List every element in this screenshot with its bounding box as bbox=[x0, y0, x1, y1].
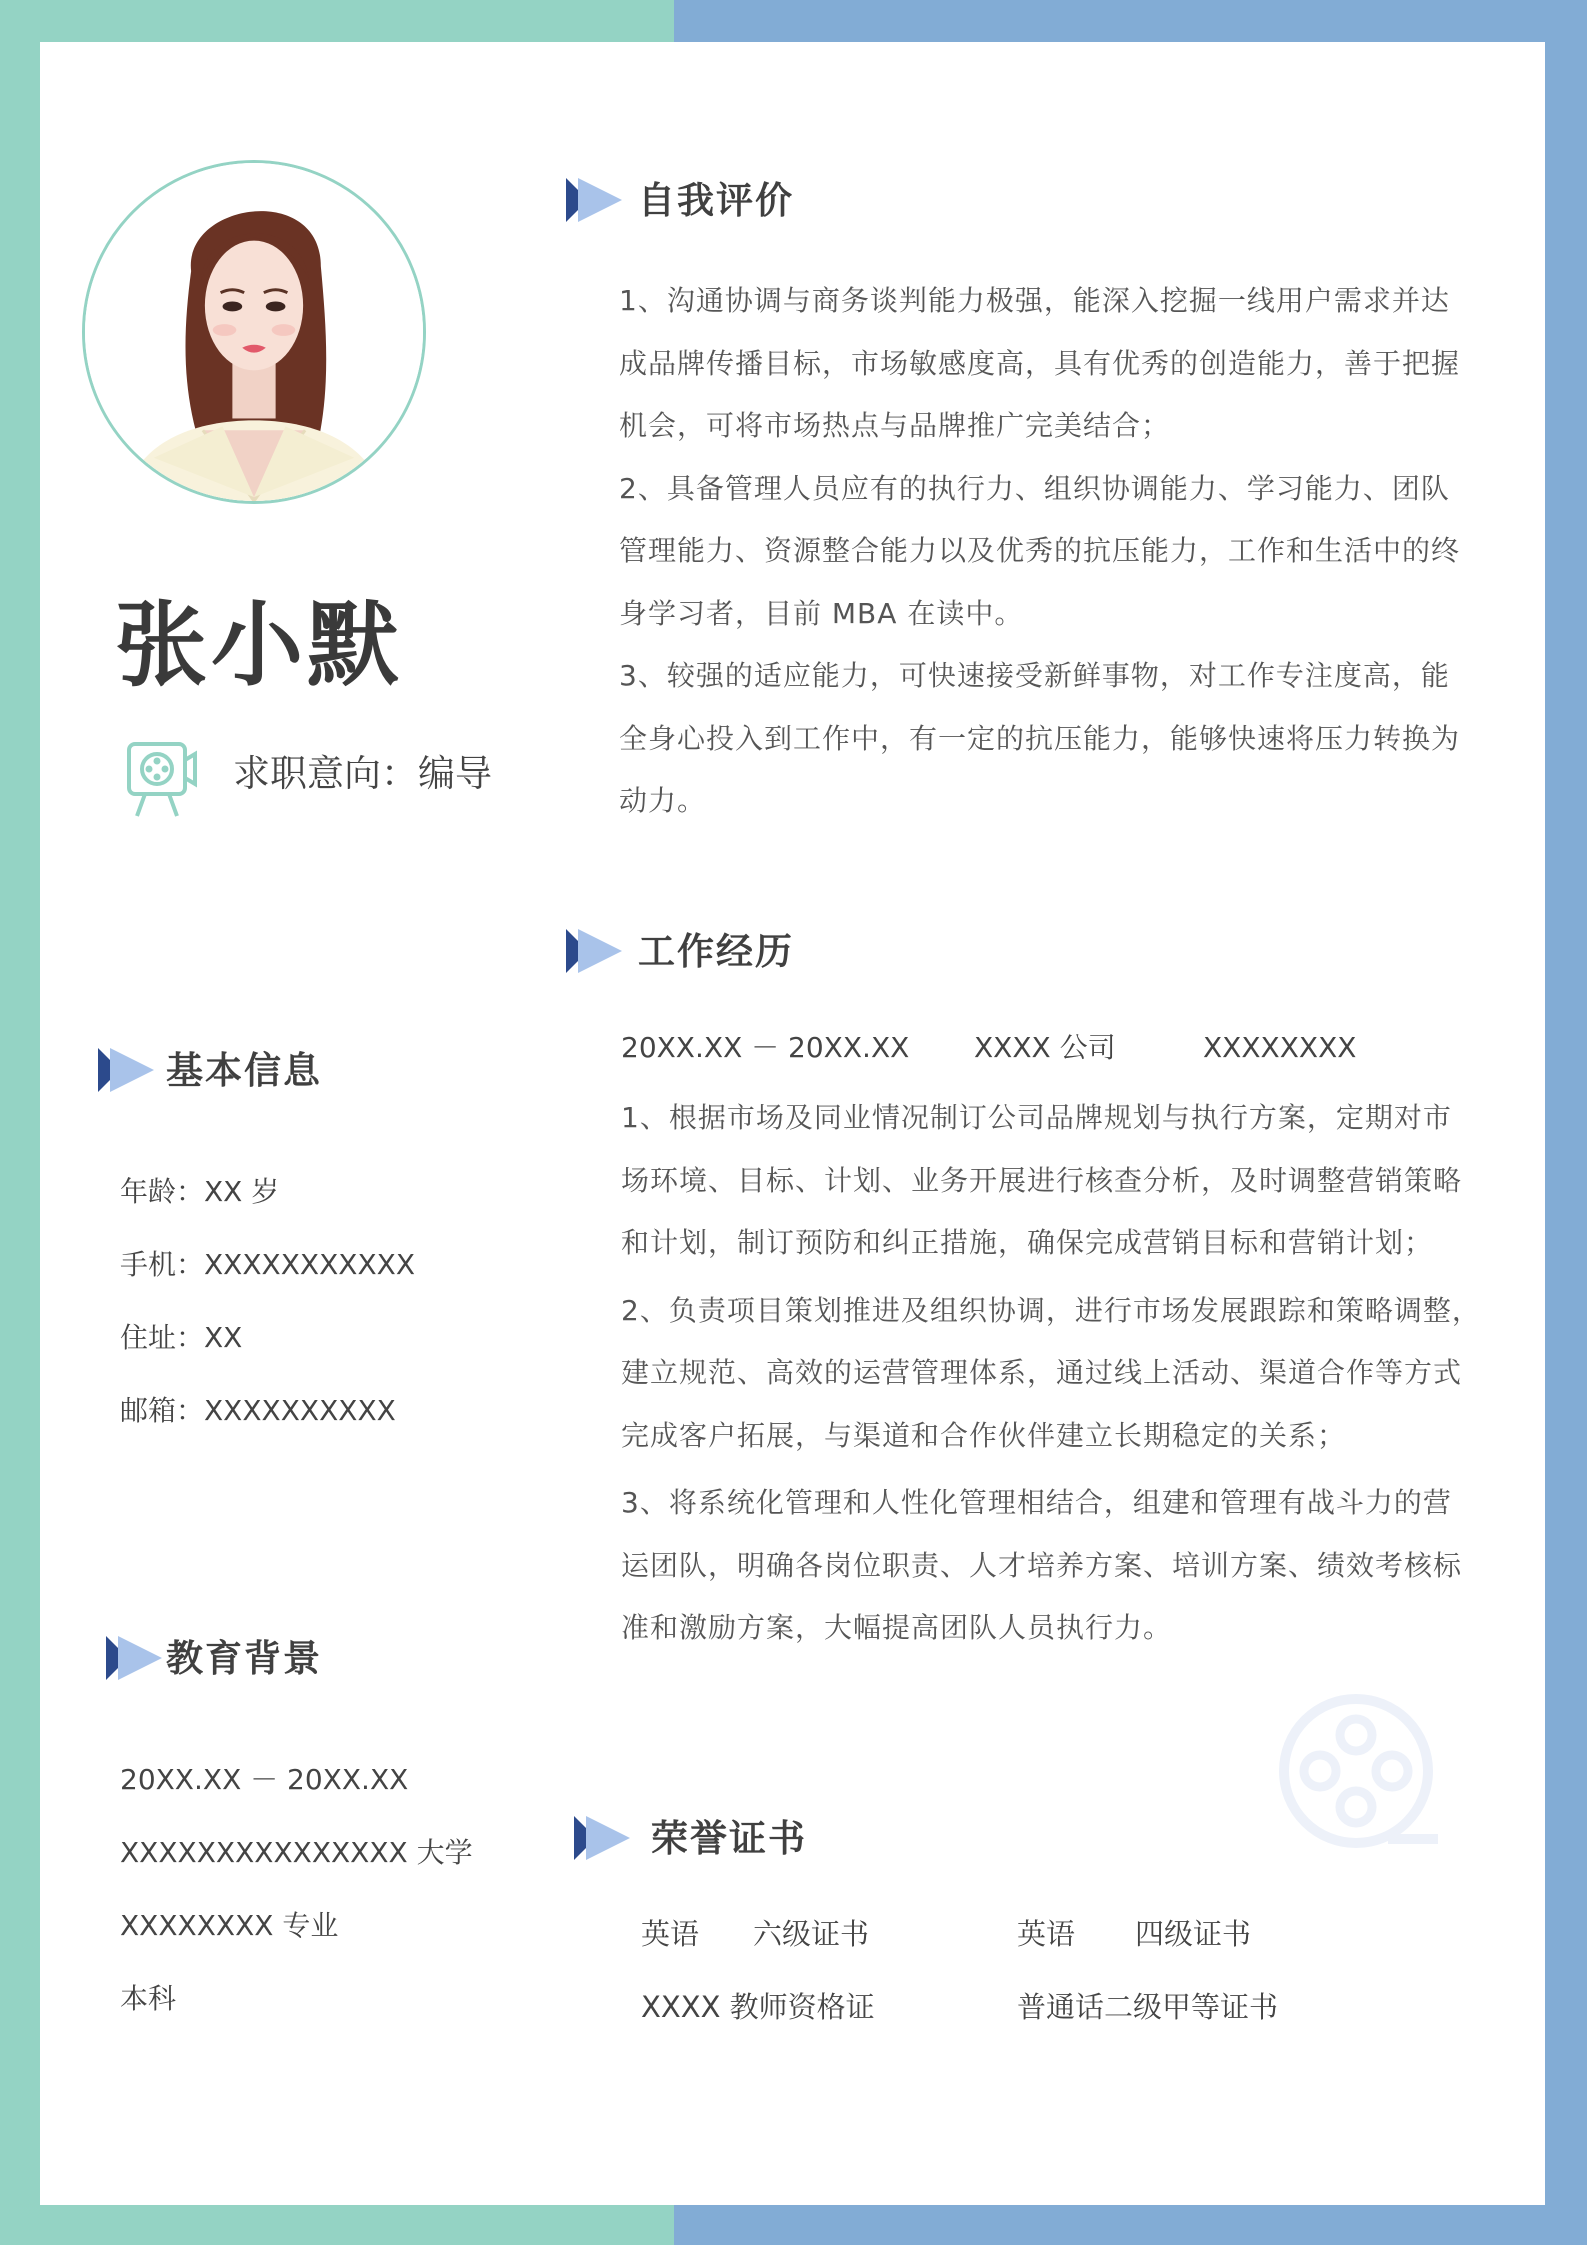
info-age: 年龄：XX 岁 bbox=[120, 1175, 280, 1208]
cert-mandarin: 普通话二级甲等证书 bbox=[1017, 1990, 1279, 2024]
double-chevron-icon bbox=[566, 925, 626, 981]
cert-cet6: 六级证书 bbox=[753, 1917, 870, 1951]
info-address: 住址：XX bbox=[120, 1321, 243, 1354]
paragraph-line: 场环境、目标、计划、业务开展进行核查分析，及时调整营销策略 bbox=[621, 1163, 1463, 1197]
work-duties bbox=[621, 1087, 1491, 1660]
paragraph-line: 2、负责项目策划推进及组织协调，进行市场发展跟踪和策略调整， bbox=[621, 1293, 1481, 1327]
job-intent: 求职意向：编导 bbox=[233, 752, 492, 795]
paragraph-line: 3、较强的适应能力，可快速接受新鲜事物，对工作专注度高，能 bbox=[619, 659, 1450, 692]
honors-title: 荣誉证书 bbox=[651, 1817, 807, 1860]
paragraph-line: 成品牌传播目标，市场敏感度高，具有优秀的创造能力，善于把握 bbox=[619, 346, 1461, 380]
paragraph-line: 管理能力、资源整合能力以及优秀的抗压能力，工作和生活中的终 bbox=[619, 534, 1461, 567]
edu-period: 20XX.XX － 20XX.XX bbox=[120, 1763, 409, 1796]
paragraph-line: 2、具备管理人员应有的执行力、组织协调能力、学习能力、团队 bbox=[619, 471, 1450, 505]
paragraph-line: 1、沟通协调与商务谈判能力极强，能深入挖掘一线用户需求并达 bbox=[619, 284, 1450, 317]
paragraph-line: 准和激励方案，大幅提高团队人员执行力。 bbox=[621, 1611, 1173, 1644]
double-chevron-icon bbox=[106, 1632, 166, 1688]
edu-degree: 本科 bbox=[120, 1982, 177, 2015]
info-phone: 手机：XXXXXXXXXXX bbox=[120, 1248, 415, 1281]
paragraph-line: 动力。 bbox=[619, 784, 707, 817]
paragraph-line: 机会，可将市场热点与品牌推广完美结合； bbox=[619, 409, 1171, 442]
basic-info-title: 基本信息 bbox=[166, 1049, 322, 1092]
woman-portrait-icon bbox=[85, 163, 423, 501]
cert-teacher: XXXX 教师资格证 bbox=[641, 1990, 875, 2024]
info-email: 邮箱：XXXXXXXXXX bbox=[120, 1394, 396, 1427]
double-chevron-icon bbox=[566, 174, 626, 230]
edu-major: XXXXXXXX 专业 bbox=[120, 1909, 339, 1942]
cert-cet4: 四级证书 bbox=[1135, 1917, 1252, 1951]
paragraph-line: 全身心投入到工作中，有一定的抗压能力，能够快速将压力转换为 bbox=[619, 721, 1461, 755]
double-chevron-icon bbox=[98, 1044, 158, 1100]
film-reel-icon bbox=[1278, 1693, 1440, 1855]
paragraph-line: 身学习者，目前 MBA 在读中。 bbox=[619, 596, 1024, 630]
paragraph-line: 和计划，制订预防和纠正措施，确保完成营销目标和营销计划； bbox=[621, 1226, 1434, 1259]
paragraph-line: 完成客户拓展，与渠道和合作伙伴建立长期稳定的关系； bbox=[621, 1418, 1347, 1452]
edu-school: XXXXXXXXXXXXXXX 大学 bbox=[120, 1836, 473, 1869]
avatar bbox=[82, 160, 426, 504]
cert-english-2: 英语 bbox=[1017, 1917, 1076, 1951]
work-experience-title: 工作经历 bbox=[638, 930, 794, 973]
paragraph-line: 1、根据市场及同业情况制订公司品牌规划与执行方案，定期对市 bbox=[621, 1101, 1452, 1134]
self-evaluation-title: 自我评价 bbox=[638, 179, 794, 222]
paragraph-line: 建立规范、高效的运营管理体系，通过线上活动、渠道合作等方式 bbox=[621, 1356, 1463, 1389]
self-evaluation-text bbox=[619, 270, 1479, 833]
double-chevron-icon bbox=[574, 1812, 634, 1868]
work-position: XXXXXXXX bbox=[1203, 1031, 1357, 1064]
candidate-name: 张小默 bbox=[115, 592, 404, 699]
film-camera-icon bbox=[125, 740, 197, 818]
work-period: 20XX.XX － 20XX.XX bbox=[621, 1031, 910, 1064]
paragraph-line: 运团队，明确各岗位职责、人才培养方案、培训方案、绩效考核标 bbox=[621, 1548, 1463, 1582]
education-title: 教育背景 bbox=[166, 1637, 322, 1680]
paragraph-line: 3、将系统化管理和人性化管理相结合，组建和管理有战斗力的营 bbox=[621, 1486, 1452, 1519]
cert-english-1: 英语 bbox=[641, 1917, 700, 1951]
work-company: XXXX 公司 bbox=[974, 1031, 1116, 1064]
